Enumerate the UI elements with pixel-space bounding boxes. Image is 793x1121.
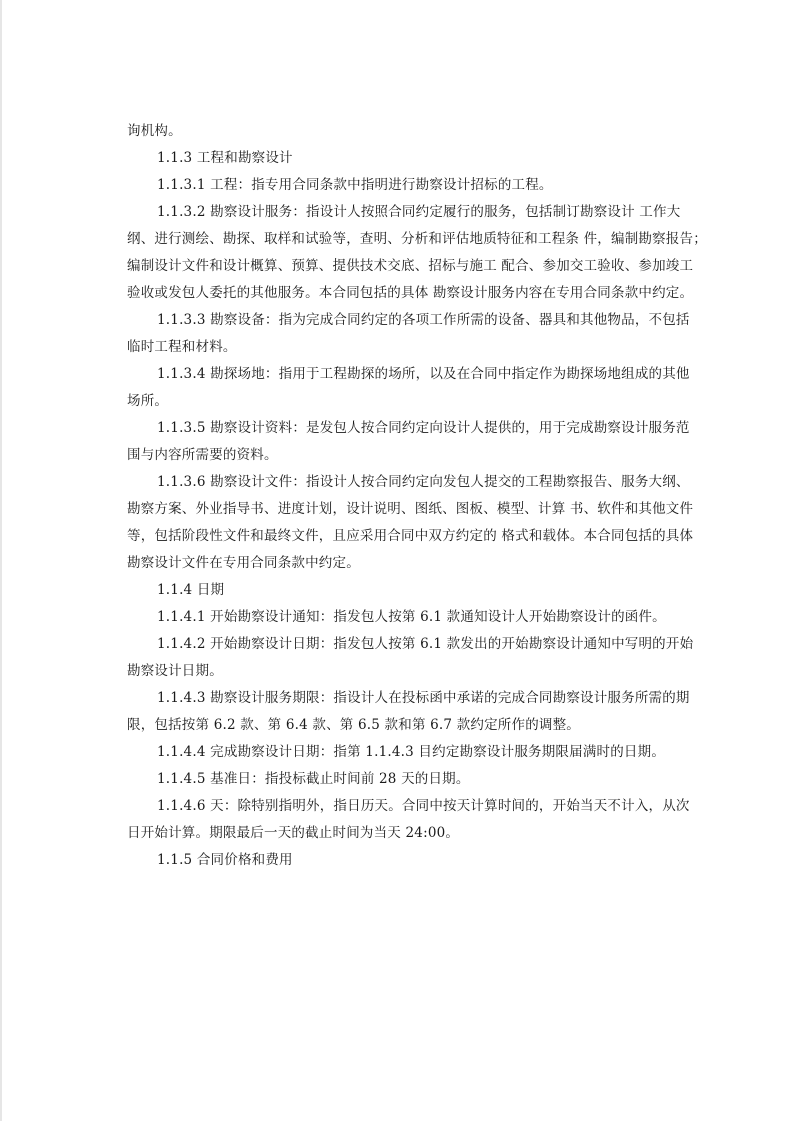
clause-1-1-4-2 (127, 631, 715, 685)
text-line: 限，包括按第 6.2 款、第 6.4 款、第 6.5 款和第 6.7 款约定所作的调整。 (127, 717, 581, 733)
clause-1-1-4-1 (127, 604, 715, 631)
text-line: 1.1.4.2 开始勘察设计日期：指发包人按第 6.1 款发出的开始勘察设计通知中写明的开始 (157, 636, 694, 652)
text-line: 勘察方案、外业指导书、进度计划，设计说明、图纸、图板、模型、计算 书、软件和其他文件 (127, 501, 694, 517)
text-line: 场所。 (127, 393, 169, 409)
text-line: 1.1.3.6 勘察设计文件：指设计人按合同约定向发包人提交的工程勘察报告、服务大纲、 (157, 474, 690, 490)
page-edge (0, 0, 2, 1121)
text-line: 编制设计文件和设计概算、预算、提供技术交底、招标与施工 配合、参加交工验收、参加竣工 (127, 258, 694, 274)
paragraph-continuation (127, 118, 715, 145)
text-line: 1.1.3.4 勘探场地：指用于工程勘探的场所，以及在合同中指定作为勘探场地组成的其他 (157, 366, 690, 382)
heading-1-1-3 (127, 145, 715, 172)
text-line: 1.1.4.1 开始勘察设计通知：指发包人按第 6.1 款通知设计人开始勘察设计的函件。 (157, 609, 666, 625)
text-line: 1.1.3.3 勘察设备：指为完成合同约定的各项工作所需的设备、器具和其他物品，不包括 (157, 312, 690, 328)
text-line: 日开始计算。期限最后一天的截止时间为当天 24:00。 (127, 825, 460, 841)
text-line: 询机构。 (127, 123, 182, 139)
section-heading: 1.1.3 工程和勘察设计 (157, 150, 293, 166)
clause-1-1-3-3 (127, 307, 715, 361)
text-line: 围与内容所需要的资料。 (127, 447, 278, 463)
clause-1-1-3-2 (127, 199, 715, 307)
clause-1-1-3-5 (127, 415, 715, 469)
text-line: 1.1.4.4 完成勘察设计日期：指第 1.1.4.3 目约定勘察设计服务期限届满时的日期。 (157, 744, 666, 760)
clause-1-1-3-4 (127, 361, 715, 415)
text-line: 勘察设计日期。 (127, 663, 223, 679)
text-line: 1.1.3.2 勘察设计服务：指设计人按照合同约定履行的服务，包括制订勘察设计 工作大 (157, 204, 681, 220)
clause-1-1-4-5 (127, 766, 715, 793)
text-line: 等，包括阶段性文件和最终文件，且应采用合同中双方约定的 格式和载体。本合同包括的具体 (127, 528, 694, 544)
text-line: 1.1.3.5 勘察设计资料：是发包人按合同约定向设计人提供的，用于完成勘察设计服务范 (157, 420, 690, 436)
clause-1-1-4-6 (127, 793, 715, 847)
clause-1-1-3-6 (127, 469, 715, 577)
text-line: 勘察设计文件在专用合同条款中约定。 (127, 555, 360, 571)
text-line: 1.1.4.6 天：除特别指明外，指日历天。合同中按天计算时间的，开始当天不计入，从次 (157, 798, 690, 814)
section-heading: 1.1.5 合同价格和费用 (157, 852, 293, 868)
heading-1-1-4 (127, 577, 715, 604)
text-line: 纲、进行测绘、勘探、取样和试验等，查明、分析和评估地质特征和工程条 件，编制勘察报告； (127, 231, 707, 247)
clause-1-1-4-4 (127, 739, 715, 766)
text-line: 1.1.3.1 工程：指专用合同条款中指明进行勘察设计招标的工程。 (157, 177, 553, 193)
heading-1-1-5 (127, 847, 715, 874)
text-line: 验收或发包人委托的其他服务。本合同包括的具体 勘察设计服务内容在专用合同条款中约定。 (127, 285, 694, 301)
document-body (127, 118, 715, 874)
clause-1-1-4-3 (127, 685, 715, 739)
section-heading: 1.1.4 日期 (157, 582, 225, 598)
clause-1-1-3-1 (127, 172, 715, 199)
text-line: 1.1.4.3 勘察设计服务期限：指设计人在投标函中承诺的完成合同勘察设计服务所需的期 (157, 690, 690, 706)
text-line: 1.1.4.5 基准日：指投标截止时间前 28 天的日期。 (157, 771, 470, 787)
text-line: 临时工程和材料。 (127, 339, 237, 355)
